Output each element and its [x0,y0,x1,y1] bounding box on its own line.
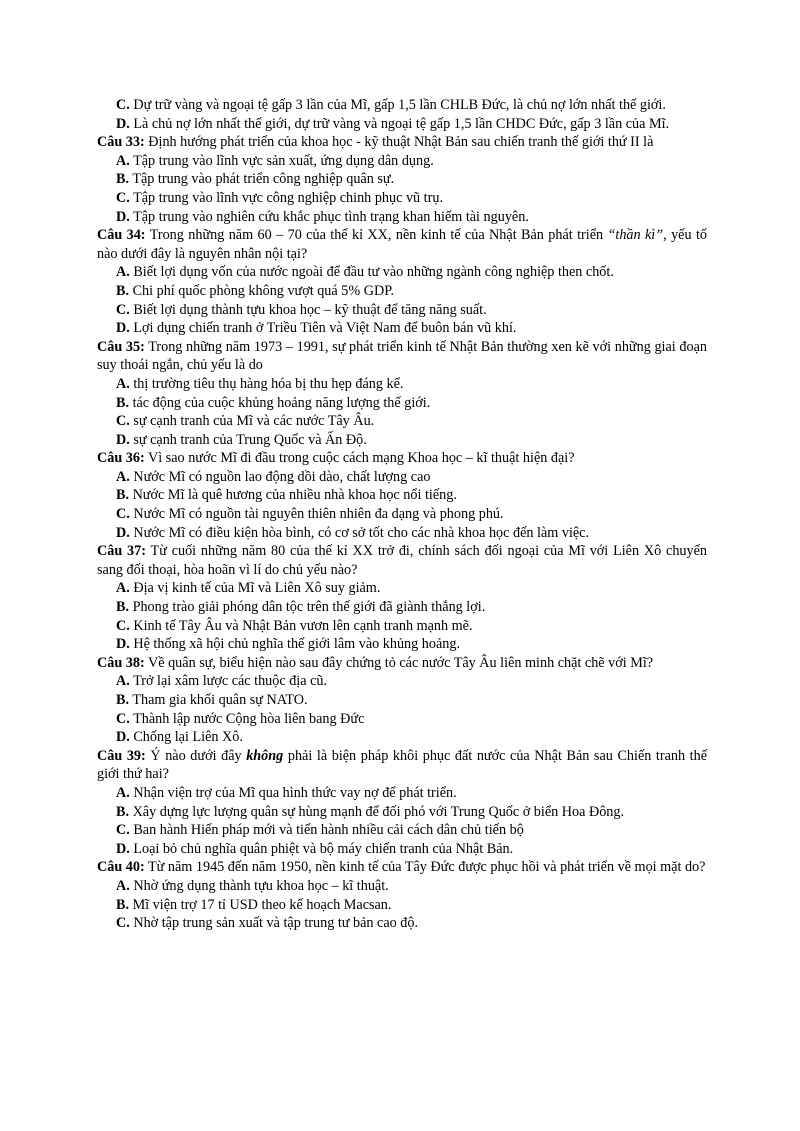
option-d [97,840,707,859]
option-text: Chi phí quốc phòng không vượt quá 5% GDP. [132,282,395,299]
option-c [97,96,707,115]
question-36 [97,449,707,468]
option-letter: D. [116,840,130,857]
option-d [97,524,707,543]
option-letter: B. [116,599,130,616]
question-text: Trong những năm 60 – 70 của thế kỉ XX, nền kinh tế của Nhật Bản phát triển [149,227,608,244]
option-letter: D. [116,729,130,746]
option-b [97,170,707,189]
question-35 [97,338,707,375]
option-d [97,431,707,450]
question-39 [97,747,707,784]
option-text: Nước Mĩ có nguồn lao động dồi dào, chất lượng cao [133,468,431,485]
option-text: Là chủ nợ lớn nhất thế giới, dự trữ vàng và ngoại tệ gấp 1,5 lần CHDC Đức, gấp 3 lần của Mĩ. [133,115,670,132]
option-letter: D. [116,115,130,132]
option-text: Tập trung vào phát triển công nghiệp quân sự. [132,171,395,188]
option-d [97,115,707,134]
option-a [97,579,707,598]
option-text: Trở lại xâm lược các thuộc địa cũ. [133,673,328,690]
option-letter: A. [116,673,130,690]
question-label: Câu 39: [97,747,146,764]
option-letter: B. [116,692,130,708]
option-text: Xây dựng lực lượng quân sự hùng mạnh để đối phó với Trung Quốc ở biển Hoa Đông. [132,803,625,820]
option-d [97,728,707,747]
option-letter: B. [116,803,130,820]
question-label: Câu 34: [97,227,146,244]
question-label: Câu 35: [97,338,145,355]
option-text: Kinh tế Tây Âu và Nhật Bản vươn lên cạnh tranh mạnh mẽ. [133,617,473,634]
option-a [97,152,707,171]
option-letter: D. [116,431,130,448]
option-c [97,412,707,431]
option-letter: B. [116,487,130,504]
option-a [97,877,707,896]
option-letter: C. [116,97,130,113]
option-letter: B. [116,282,130,299]
question-40 [97,858,707,877]
option-letter: D. [116,636,130,653]
option-text: Hệ thống xã hội chủ nghĩa thế giới lâm vào khủng hoảng. [133,636,461,653]
option-c [97,301,707,320]
option-letter: A. [116,152,130,169]
option-letter: A. [116,784,130,801]
option-c [97,617,707,636]
option-d [97,319,707,338]
question-text: phải là biện pháp khôi phục đất nước của Nhật Bản sau Chiến tranh thế giới thứ hai? [97,747,708,783]
option-text: sự cạnh tranh của Mĩ và các nước Tây Âu. [133,413,375,430]
option-letter: C. [116,915,130,932]
question-text: Định hướng phát triển của khoa học - kỹ thuật Nhật Bản sau chiến tranh thế giới thứ II là [148,134,654,151]
option-text: Tập trung vào nghiên cứu khắc phục tình trạng khan hiếm tài nguyên. [133,208,529,225]
option-text: thị trường tiêu thụ hàng hóa bị thu hẹp đáng kể. [133,375,404,392]
option-b [97,691,707,710]
question-text: Vì sao nước Mĩ đi đầu trong cuộc cách mạng Khoa học – kĩ thuật hiện đại? [148,450,575,467]
question-label: Câu 36: [97,450,145,467]
option-a [97,375,707,394]
option-text: sự cạnh tranh của Trung Quốc và Ấn Độ. [133,431,367,448]
option-letter: D. [116,524,130,541]
option-text: Chống lại Liên Xô. [133,729,243,746]
question-33 [97,133,707,152]
option-text: Nước Mĩ có nguồn tài nguyên thiên nhiên đa dạng và phong phú. [133,506,504,523]
option-text: Địa vị kinh tế của Mĩ và Liên Xô suy giảm. [133,580,381,597]
option-c [97,821,707,840]
question-text: , yếu tố nào dưới đây là nguyên nhân nội tại? [97,227,707,262]
option-letter: C. [116,822,130,839]
option-d [97,208,707,227]
option-b [97,896,707,915]
option-text: Biết lợi dụng thành tựu khoa học – kỹ thuật để tăng năng suất. [133,301,487,318]
question-label: Câu 38: [97,654,145,671]
question-emphasis: không [246,747,284,764]
option-text: Lợi dụng chiến tranh ở Triều Tiên và Việt Nam để buôn bán vũ khí. [133,320,517,337]
option-letter: B. [116,171,130,188]
exam-page [97,96,707,933]
question-text: Về quân sự, biểu hiện nào sau đây chứng tỏ các nước Tây Âu liên minh chặt chẽ với Mĩ? [148,654,654,671]
option-b [97,394,707,413]
option-text: Biết lợi dụng vốn của nước ngoài để đầu tư vào những ngành công nghiệp then chốt. [133,264,614,281]
option-text: Nước Mĩ có điều kiện hòa bình, có cơ sở tốt cho các nhà khoa học đến làm việc. [133,524,590,541]
question-label: Câu 37: [97,543,146,560]
option-letter: A. [116,375,130,392]
option-letter: A. [116,877,130,894]
question-38 [97,654,707,673]
option-a [97,263,707,282]
question-label: Câu 33: [97,134,145,151]
option-text: Tham gia khối quân sự NATO. [132,692,308,708]
option-b [97,598,707,617]
option-text: Nước Mĩ là quê hương của nhiều nhà khoa học nổi tiếng. [132,487,457,504]
option-letter: C. [116,189,130,206]
option-text: Dự trữ vàng và ngoại tệ gấp 3 lần của Mĩ, gấp 1,5 lần CHLB Đức, là chủ nợ lớn nhất thế giới. [133,97,666,113]
option-letter: A. [116,468,130,485]
option-b [97,803,707,822]
option-a [97,784,707,803]
option-a [97,468,707,487]
option-b [97,282,707,301]
option-text: Tập trung vào lĩnh vực công nghiệp chinh phục vũ trụ. [133,189,443,206]
option-letter: D. [116,320,130,337]
option-text: Thành lập nước Cộng hòa liên bang Đức [133,710,365,727]
option-c [97,710,707,729]
option-letter: B. [116,896,130,913]
option-letter: C. [116,710,130,727]
option-c [97,189,707,208]
question-text: Từ năm 1945 đến năm 1950, nền kinh tế của Tây Đức được phục hồi và phát triển về mọi mặt do? [148,859,706,876]
option-c [97,914,707,933]
option-letter: A. [116,264,130,281]
option-a [97,672,707,691]
option-text: Nhờ tập trung sản xuất và tập trung tư bản cao độ. [133,915,419,932]
question-37 [97,542,707,579]
option-text: Loại bỏ chủ nghĩa quân phiệt và bộ máy chiến tranh của Nhật Bản. [133,840,514,857]
option-text: Mĩ viện trợ 17 tỉ USD theo kế hoạch Macsan. [132,896,392,913]
option-letter: C. [116,617,130,634]
option-text: Nhận viện trợ của Mĩ qua hình thức vay nợ để phát triển. [133,784,457,801]
question-text: Từ cuối những năm 80 của thế kỉ XX trở đi, chính sách đối ngoại của Mĩ với Liên Xô chuyển sang đối thoại, hòa hoãn vì lí do chủ yếu nào? [97,543,707,578]
question-emphasis: “thần kì” [607,227,664,244]
option-text: Ban hành Hiến pháp mới và tiến hành nhiều cải cách dân chủ tiến bộ [133,822,524,839]
option-text: Phong trào giải phóng dân tộc trên thế giới đã giành thắng lợi. [132,599,486,616]
option-letter: A. [116,580,130,597]
option-letter: B. [116,394,130,411]
option-text: Nhờ ứng dụng thành tựu khoa học – kĩ thuật. [133,877,389,894]
option-letter: C. [116,301,130,318]
option-c [97,505,707,524]
option-letter: D. [116,208,130,225]
option-letter: C. [116,506,130,523]
question-text: Ý nào dưới đây [150,747,247,764]
option-text: tác động của cuộc khủng hoảng năng lượng thế giới. [132,394,431,411]
option-text: Tập trung vào lĩnh vực sản xuất, ứng dụng dân dụng. [133,152,434,169]
option-b [97,486,707,505]
question-34 [97,226,707,263]
option-d [97,635,707,654]
question-text: Trong những năm 1973 – 1991, sự phát triển kinh tế Nhật Bản thường xen kẽ với những giai đoạn suy thoái ngắn, chủ yếu là do [97,338,707,374]
option-letter: C. [116,413,130,430]
question-label: Câu 40: [97,859,145,876]
